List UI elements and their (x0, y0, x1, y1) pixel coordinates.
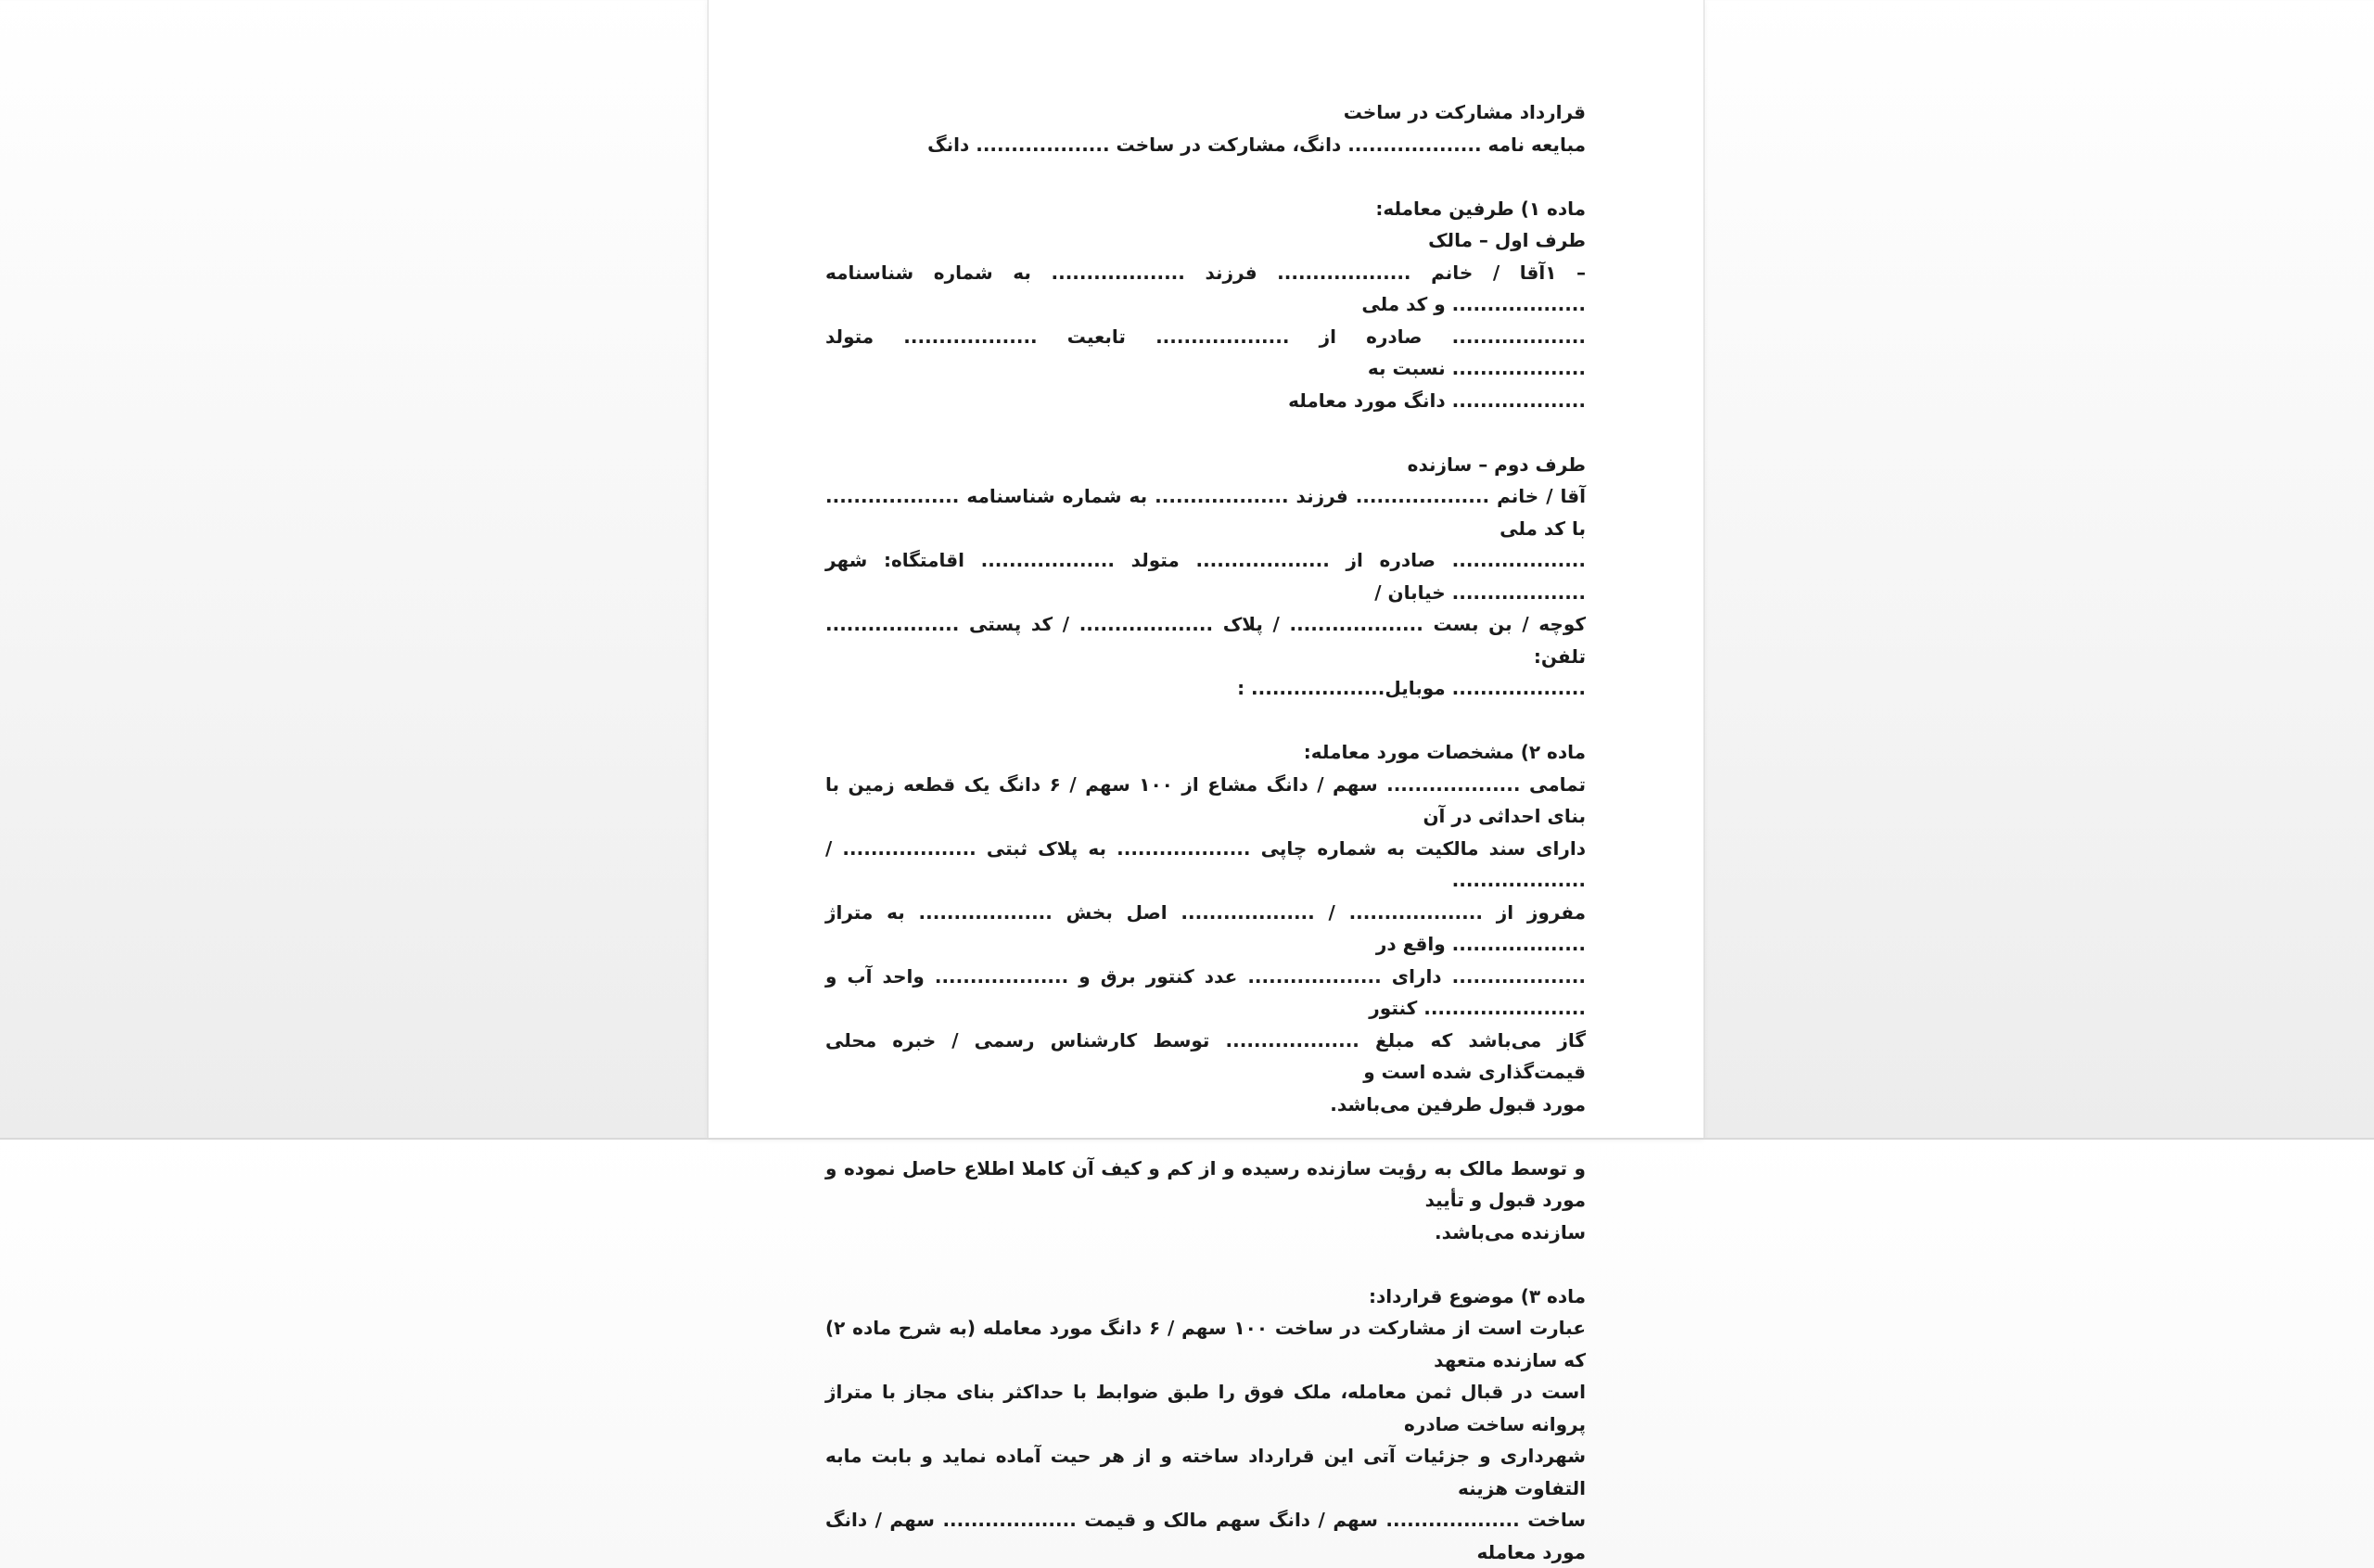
paragraph-gap (825, 705, 1586, 737)
document-subtitle: مبایعه نامه ................... دانگ، مشارکت در ساخت ................... دانگ (927, 133, 1586, 156)
paragraph-gap (825, 1120, 1586, 1153)
document-title: قرارداد مشارکت در ساخت (1343, 101, 1586, 123)
article-2-line: تمامی ................... سهم / دانگ مشاع از ۱۰۰ سهم / ۶ دانگ یک قطعه زمین با بنای احداثی در آن (825, 772, 1587, 827)
party-1-line: ................... دانگ مورد معامله (1288, 389, 1586, 412)
article-3-line: است در قبال ثمن معامله، ملک فوق را طبق ضوابط با حداکثر بنای مجاز با متراژ پروانه ساخت صادره (825, 1381, 1586, 1435)
article-2-line: گاز می‌باشد که مبلغ ................... توسط کارشناس رسمی / خبره محلی قیمت‌گذاری شده است و (825, 1028, 1586, 1083)
document-body (825, 96, 1586, 1568)
article-3-heading: ماده ۳) موضوع قرارداد: (1369, 1284, 1586, 1307)
party-2-line: ................... صادره از ................... متولد ................... اقامتگاه: شهر ................... خیابان / (825, 549, 1586, 604)
article-1-heading: ماده ۱) طرفین معامله: (1375, 197, 1586, 220)
party-2-heading: طرف دوم – سازنده (1407, 453, 1586, 476)
article-3-line: عبارت است از مشارکت در ساخت ۱۰۰ سهم / ۶ دانگ مورد معامله (به شرح ماده ۲) که سازنده متعهد (825, 1317, 1587, 1371)
party-2-line: آقا / خانم ................... فرزند ................... به شماره شناسنامه ................... با کد ملی (825, 485, 1586, 540)
party-1-heading: طرف اول – مالک (1428, 229, 1586, 251)
party-2-line: ................... موبایل................... : (1237, 677, 1586, 699)
party-1-line: – ۱آقا / خانم ................... فرزند ................... به شماره شناسنامه ................... و کد ملی (825, 261, 1586, 315)
article-2-line: مورد قبول طرفین می‌باشد. (1330, 1092, 1586, 1115)
document-page (708, 0, 1704, 1563)
party-1-line: ................... صادره از ................... تابعیت ................... متولد ................... نسبت به (825, 325, 1586, 379)
article-2-line: ................... دارای ................... عدد کنتور برق و ................... واحد آب و ....................... کنتور (825, 964, 1586, 1019)
paragraph-gap (825, 416, 1586, 449)
article-2-note: و توسط مالک به رؤیت سازنده رسیده و از کم و کیف آن کاملا اطلاع حاصل نموده و مورد قبول و تأیید (825, 1156, 1586, 1211)
article-2-heading: ماده ۲) مشخصات مورد معامله: (1303, 741, 1586, 763)
article-3-line: ساخت ................... سهم / دانگ سهم مالک و قیمت ................... سهم / دانگ مورد معامله (825, 1509, 1586, 1563)
article-2-line: دارای سند مالکیت به شماره چاپی ................... به پلاک ثبتی ................... / ................... (825, 836, 1586, 891)
article-3-line: شهرداری و جزئیات آتی این قرارداد ساخته و از هر حیت آماده نماید و بابت مابه التفاوت هزینه (825, 1445, 1586, 1499)
article-2-note: سازنده می‌باشد. (1435, 1220, 1586, 1243)
party-2-line: کوچه / بن بست ................... / پلاک ................... / کد پستی ................... تلفن: (825, 613, 1586, 668)
paragraph-gap (825, 160, 1586, 193)
article-2-line: مفروز از ................... / ................... اصل بخش ................... به متراژ ................... واقع در (825, 900, 1586, 955)
paragraph-gap (825, 1248, 1586, 1281)
